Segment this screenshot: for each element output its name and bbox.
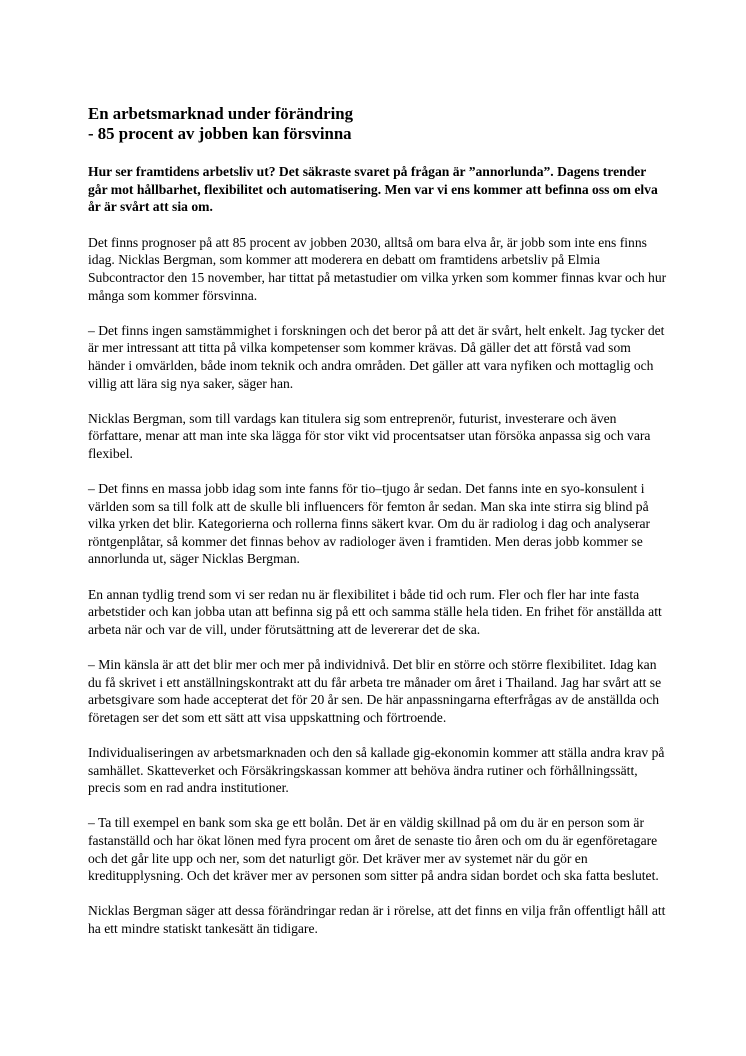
body-paragraph-6: – Min känsla är att det blir mer och mer på individnivå. Det blir en större och större flexibilitet. Idag kan du få skrivet i ett anställningskontrakt att du får arbeta tre månader om året i Thailand. Jag har svårt att se arbetsgivare som hade accepterat det för 20 år sen. De här anpassningarna efterfrågas av de anställda och företagen ser det som ett sätt att visa uppskattning och förtroende. (88, 657, 662, 725)
body-paragraph-5: En annan tydlig trend som vi ser redan nu är flexibilitet i både tid och rum. Fler och fler har inte fasta arbetstider och kan jobba utan att befinna sig på ett och samma ställe hela tiden. En frihet för anställda att arbeta när och var de vill, under förutsättning att de levererar det de ska. (88, 586, 662, 637)
article-title (88, 104, 668, 144)
article-title-line-2: - 85 procent av jobben kan försvinna (88, 124, 352, 143)
body-paragraph-3: Nicklas Bergman, som till vardags kan titulera sig som entreprenör, futurist, investerare och även författare, menar att man inte ska lägga för stor vikt vid procentsatser utan försöka anpassa sig och vara flexibel. (88, 410, 651, 461)
body-paragraph-7: Individualiseringen av arbetsmarknaden och den så kallade gig-ekonomin kommer att ställa andra krav på samhället. Skatteverket och Försäkringskassan kommer att behöva ändra rutiner och förhållningssätt, precis som en rad andra institutioner. (88, 745, 665, 796)
body-paragraph-2: – Det finns ingen samstämmighet i forskningen och det beror på att det är svårt, helt enkelt. Jag tycker det är mer intressant att titta på vilka kompetenser som kommer krävas. Då gäller det att förstå vad som händer i omvärlden, både inom teknik och andra områden. Det gäller att vara nyfiken och mottaglig och villig att lära sig nya saker, säger han. (88, 322, 665, 391)
body-paragraph-4: – Det finns en massa jobb idag som inte fanns för tio–tjugo år sedan. Det fanns inte en syo-konsulent i världen som sa till folk att de skulle bli influencers för femton år sedan. Man ska inte stirra sig blind på vilka yrken det blir. Kategorierna och rollerna finns säkert kvar. Om du är radiolog i dag och analyserar röntgenplåtar, så kommer det finnas behov av radiologer även i framtiden. Men deras jobb kommer se annorlunda ut, säger Nicklas Bergman. (88, 481, 651, 567)
body-paragraph-1: Det finns prognoser på att 85 procent av jobben 2030, alltså om bara elva år, är jobb som inte ens finns idag. Nicklas Bergman, som kommer att moderera en debatt om framtidens arbetsliv på Elmia Subcontractor den 15 november, har tittat på metastudier om vilka yrken som kommer finnas kvar och hur många som kommer försvinna. (88, 234, 667, 303)
article-title-line-1: En arbetsmarknad under förändring (88, 104, 353, 123)
article-lead: Hur ser framtidens arbetsliv ut? Det säkraste svaret på frågan är ”annorlunda”. Dagens trender går mot hållbarhet, flexibilitet och automatisering. Men var vi ens kommer att befinna oss om elva år är svårt att sia om. (88, 164, 658, 215)
document-page (88, 104, 668, 955)
body-paragraph-8: – Ta till exempel en bank som ska ge ett bolån. Det är en väldig skillnad på om du är en person som är fastanställd och har ökat lönen med fyra procent om året de senaste tio åren och om du är egenföretagare och det går lite upp och ner, som det naturligt gör. Det kräver mer av systemet när du gör en kreditupplysning. Och det kräver mer av personen som sitter på andra sidan bordet och ska fatta beslutet. (88, 815, 659, 884)
body-paragraph-9: Nicklas Bergman säger att dessa förändringar redan är i rörelse, att det finns en vilja från offentligt håll att ha ett mindre statiskt tankesätt än tidigare. (88, 903, 666, 936)
